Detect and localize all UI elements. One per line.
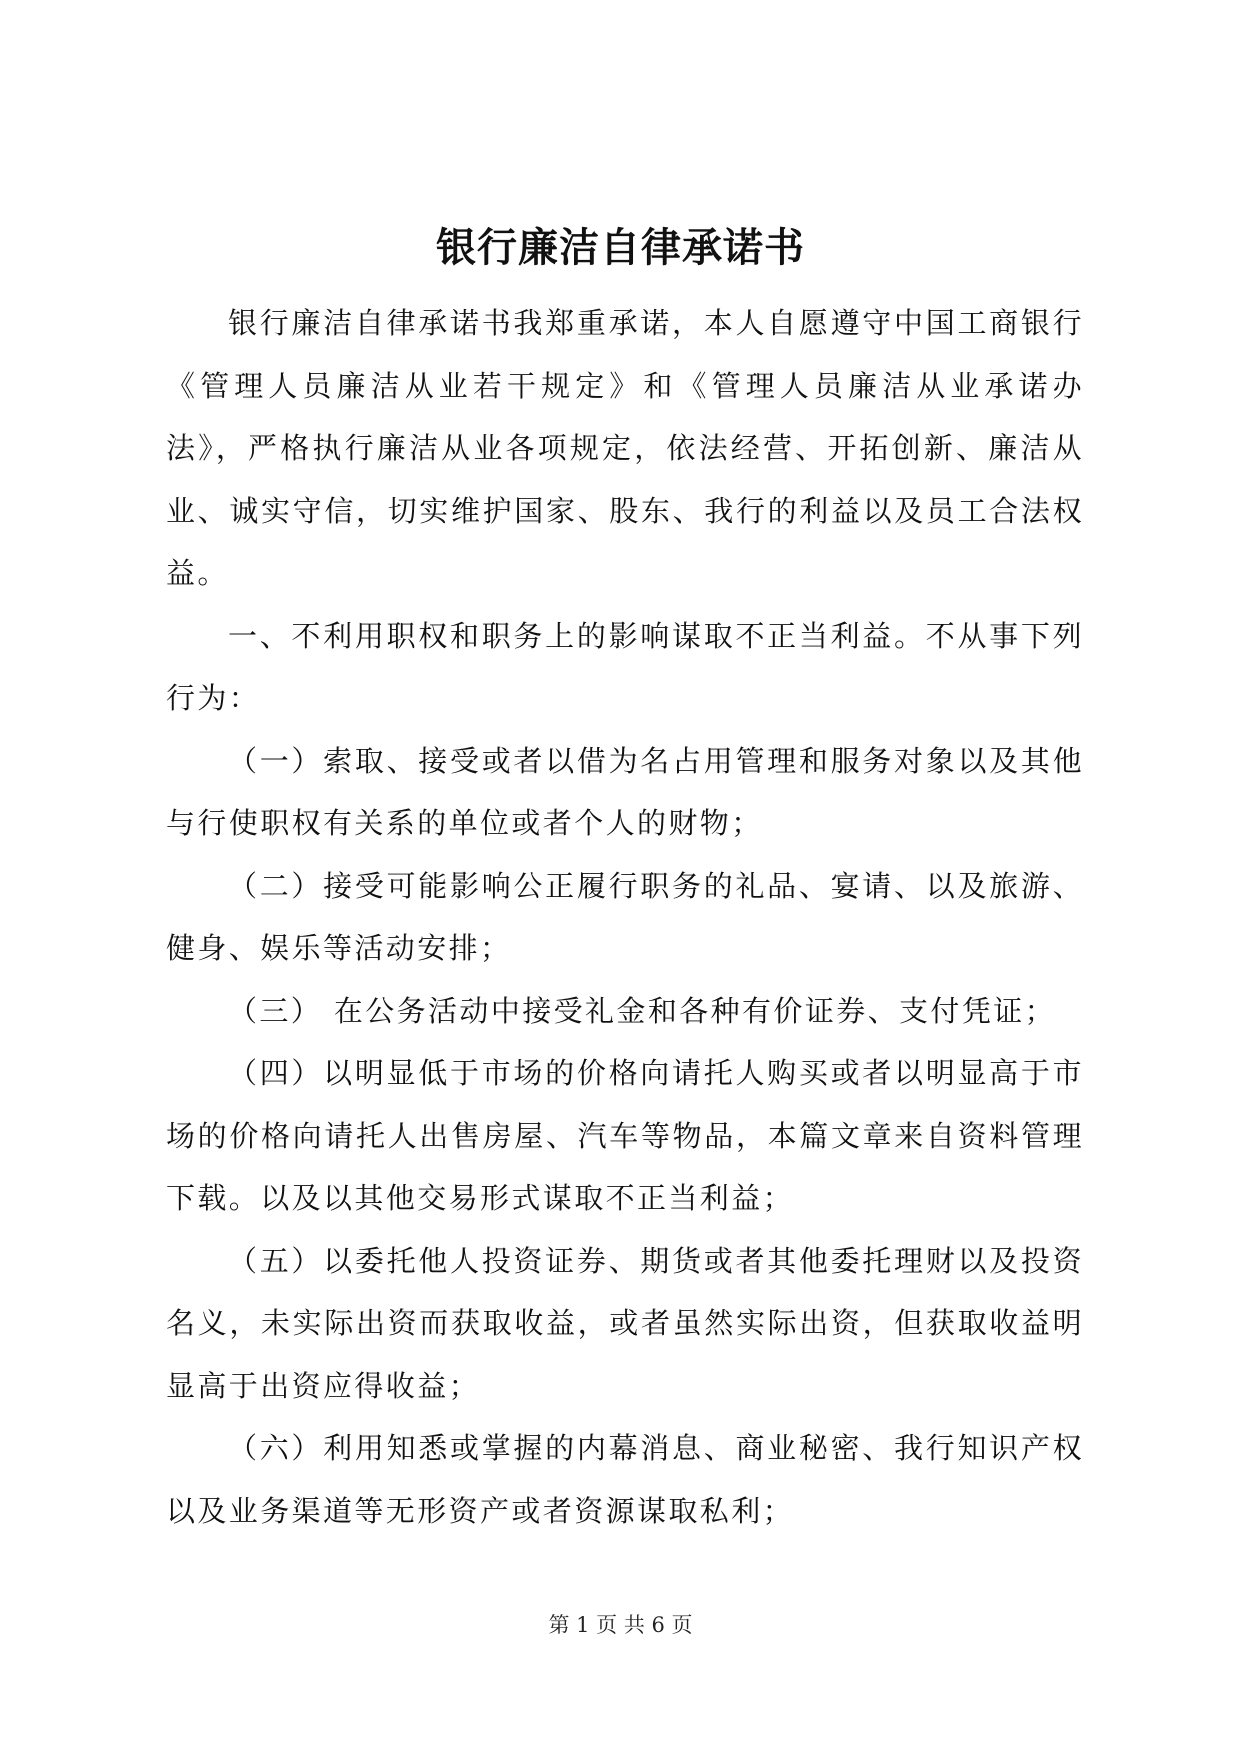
paragraph-item-3: （三） 在公务活动中接受礼金和各种有价证券、支付凭证； (228, 993, 1057, 1028)
paragraph-item-4: （四）以明显低于市场的价格向请托人购买或者以明显高于市场的价格向请托人出售房屋、汽车等物品，本篇文章来自资料管理下载。以及以其他交易形式谋取不正当利益； (166, 1056, 1084, 1215)
paragraph-item-6: （六）利用知悉或掌握的内幕消息、商业秘密、我行知识产权以及业务渠道等无形资产或者资源谋取私利； (166, 1431, 1084, 1528)
paragraph-item-1: （一）索取、接受或者以借为名占用管理和服务对象以及其他与行使职权有关系的单位或者个人的财物； (166, 743, 1084, 840)
paragraph-section-1: 一、不利用职权和职务上的影响谋取不正当利益。不从事下列行为： (166, 618, 1084, 715)
document-body (166, 292, 1084, 1542)
document-title: 银行廉洁自律承诺书 (436, 224, 805, 271)
paragraph-item-5: （五）以委托他人投资证券、期货或者其他委托理财以及投资名义，未实际出资而获取收益，或者虽然实际出资，但获取收益明显高于出资应得收益； (166, 1243, 1084, 1403)
paragraph-intro: 银行廉洁自律承诺书我郑重承诺，本人自愿遵守中国工商银行《管理人员廉洁从业若干规定》和《管理人员廉洁从业承诺办法》，严格执行廉洁从业各项规定，依法经营、开拓创新、廉洁从业、诚实守信，切实维护国家、股东、我行的利益以及员工合法权益。 (166, 306, 1084, 590)
page-number-footer: 第 1 页 共 6 页 (548, 1613, 693, 1637)
paragraph-item-2: （二）接受可能影响公正履行职务的礼品、宴请、以及旅游、健身、娱乐等活动安排； (166, 868, 1084, 965)
